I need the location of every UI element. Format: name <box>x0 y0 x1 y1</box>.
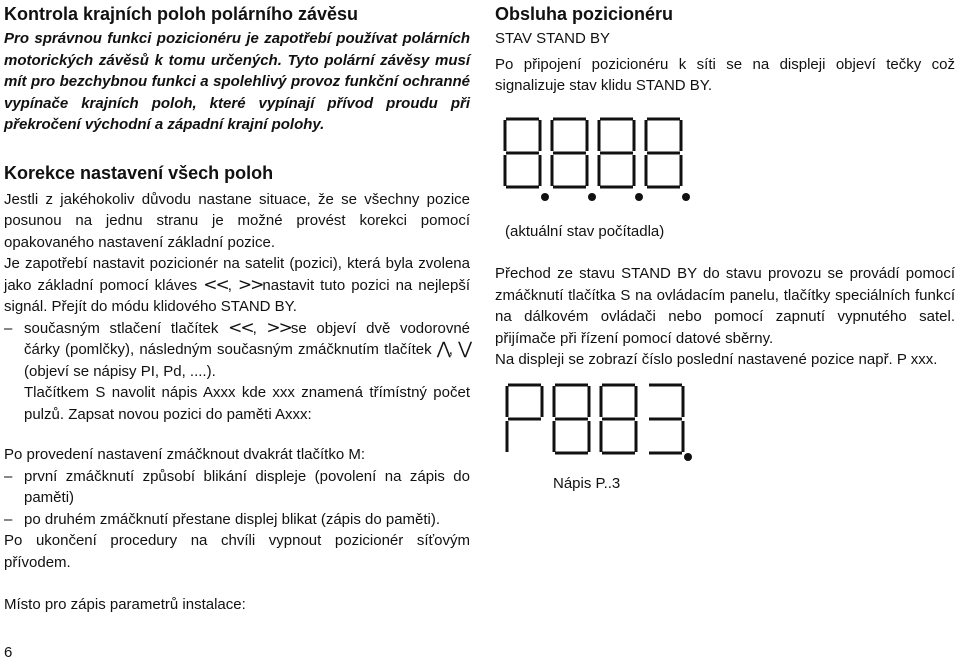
position-display-icon <box>505 383 695 465</box>
step1-comma-2: , <box>448 341 453 358</box>
display1-caption: (aktuální stav počítadla) <box>505 222 665 240</box>
step-list-item-1 <box>4 318 470 383</box>
finish-paragraph: Po ukončení procedury na chvíli vypnout pozicionér síťovým přívodem. <box>4 532 470 571</box>
correction-paragraph-1: Jestli z jakéhokoliv důvodu nastane situace, že se všechny pozice posunou na jednu stranu je možné provést korekci pomocí opakovaného nastavení základní pozice. <box>4 190 470 251</box>
display2-caption: Nápis P..3 <box>553 474 621 492</box>
step1-text-c: se objeví dvě vodorovné čárky (pomlčky), následným současným zmáčknutím tlačítek <box>24 319 471 358</box>
last-position-paragraph: Na displeji se zobrazí číslo poslední nastavené pozice např. P xxx. <box>495 351 938 368</box>
step1-comma-1: , <box>252 319 257 337</box>
installation-params-label: Místo pro zápis parametrů instalace: <box>4 596 246 613</box>
p2-comma: , <box>227 276 232 294</box>
save-paragraph: Po provedení nastavení zmáčknout dvakrát tlačítko M: <box>4 446 366 463</box>
step-list-item-1-continued: Tlačítkem S navolit nápis Axxx kde xxx znamená třímístný počet pulzů. Zapsat novou pozici do paměti Axxx: <box>24 384 470 423</box>
step1-text-e: (objeví se nápisy PI, Pd, ....). <box>24 362 216 380</box>
page-number: 6 <box>4 644 13 661</box>
right-column <box>495 0 955 494</box>
up-key-icon: ⋀ <box>436 339 449 359</box>
section-title-correction: Korekce nastavení všech poloh <box>4 162 274 183</box>
p2-text-b: nastavit tuto pozici na nejlepší signál. Přejít do módu klidového STAND BY. <box>4 276 470 315</box>
standby-display-icon <box>503 117 703 207</box>
step1-text-a: současným stlačení tlačítek <box>24 319 219 337</box>
operation-paragraph: Přechod ze stavu STAND BY do stavu provozu se provádí pomocí zmáčknutí tlačítka S na ovládacím panelu, tlačítky speciálních funkcí na dálkovém ovládači nebo pomocí zapnutí vypnutého satel. přijímače při řízení pomocí datové sběrny. <box>495 265 955 347</box>
left-column <box>4 0 470 616</box>
intro-paragraph: Pro správnou funkci pozicionéru je zapotřebí používat polárních motorických závěsů k tomu určených. Tyto polární závěsy musí mít pro bezchybnou funkci a spolehlivý provoz funkční ochranné vypínače krajních poloh, které vypínají přívod proudu při překročení východní a západní krajní polohy. <box>4 30 470 133</box>
standby-subtitle: STAV STAND BY <box>495 30 611 47</box>
down-key-icon: ⋁ <box>458 339 471 359</box>
standby-paragraph: Po připojení pozicionéru k síti se na displeji objeví tečky což signalizuje stav klidu STAND BY. <box>495 55 955 94</box>
correction-paragraph-2 <box>4 253 470 318</box>
section-title-operation: Obsluha pozicionéru <box>495 4 674 24</box>
p2-text-a: Je zapotřebí nastavit pozicionér na satelit (pozici), která byla zvolena jako základní pomocí kláves <box>4 255 470 294</box>
save-list-item-2: – po druhém zmáčknutí přestane displej blikat (zápis do paměti). <box>4 509 470 531</box>
section-title-end-positions: Kontrola krajních poloh polárního závěsu <box>4 4 359 24</box>
save-list-item-1: – první zmáčknutí způsobí blikání displeje (povolení na zápis do paměti) <box>4 466 470 509</box>
left-arrows-key-icon: << <box>203 274 228 295</box>
left-arrows-key-icon: << <box>228 317 253 338</box>
right-arrows-key-icon: >> <box>266 317 291 338</box>
right-arrows-key-icon: >> <box>237 274 263 295</box>
